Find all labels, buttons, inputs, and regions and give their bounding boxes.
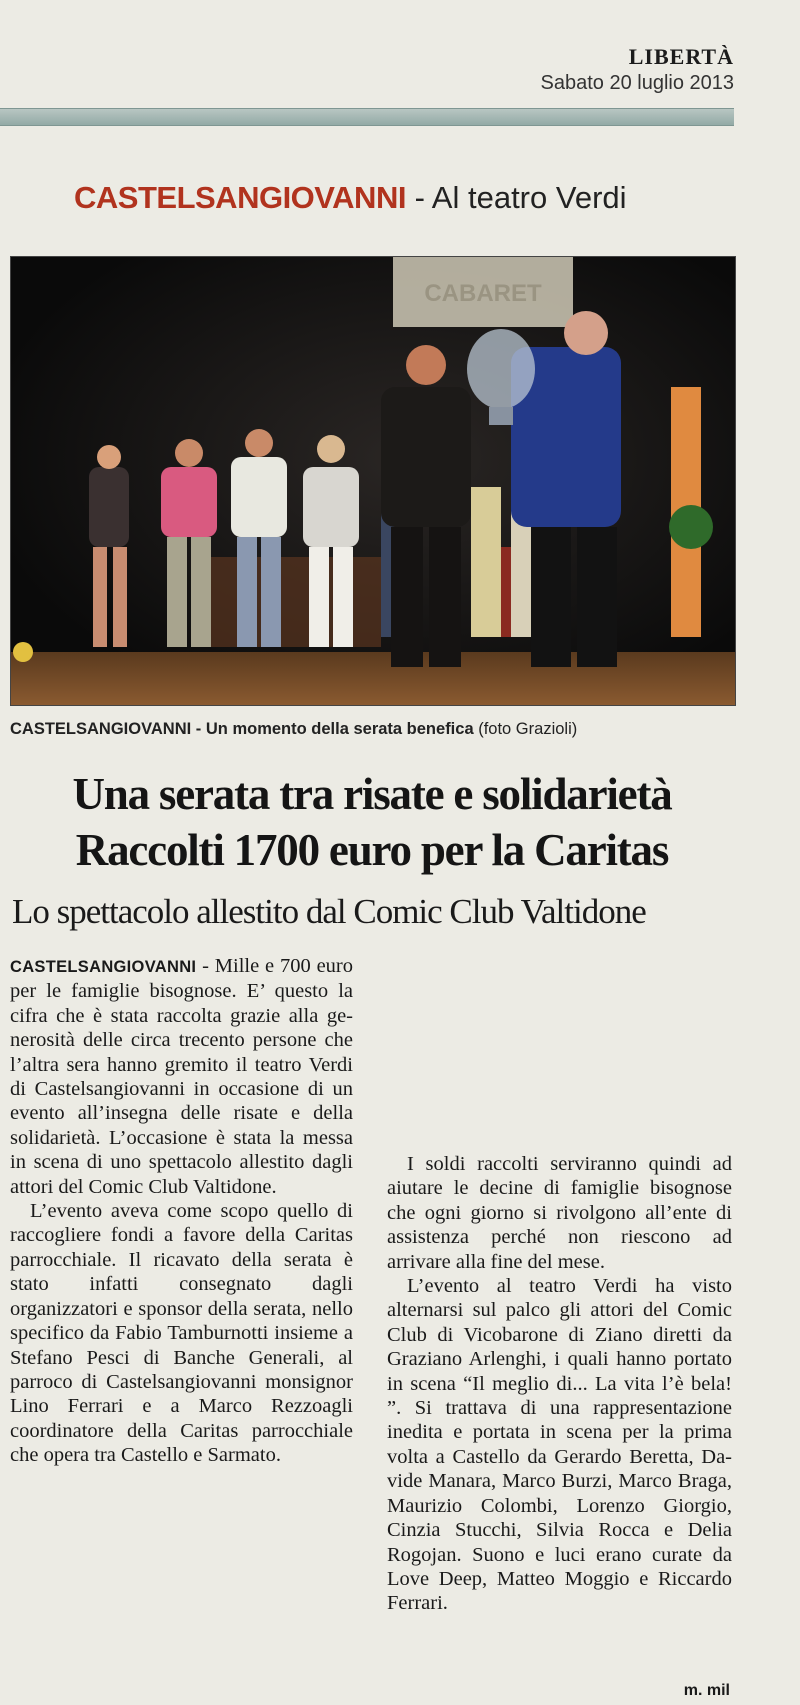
dateline-place: CASTELSANGIOVANNI [10, 958, 197, 976]
newspaper-name: LIBERTÀ [628, 44, 734, 69]
caption-separator: - [191, 720, 206, 738]
caption-credit: (foto Grazioli) [473, 720, 578, 738]
article-column-1 [10, 954, 353, 1468]
article-paragraph-3: I soldi raccolti serviranno quindi ad aiutare le decine di famiglie bisognose che ogni giorno si rivolgono all’ente di assistenza perché non riescono ad arrivare alla fine del mese. [387, 1153, 732, 1273]
caption-place: CASTELSANGIOVANNI [10, 720, 192, 738]
article-paragraph-4: L’evento al teatro Verdi ha visto alternarsi sul palco gli attori del Comic Club di Vicobarone di Ziano diretti da Graziano Arlenghi, i quali hanno portato in scena “Il meglio di... La vita l’è bela! ”. Si trattava di una rappresentazione inedita e portata in scena per la prima volta a Castello da Gerardo Beretta, Davide Manara, Marco Burzi, Marco Braga, Maurizio Colombi, Lorenzo Giorgio, Cinzia Stucchi, Silvia Rocca e Delia Rogojan. Suono e luci erano curate da Love Deep, Matteo Moggio e Riccardo Ferrari. [387, 1275, 732, 1615]
header-rule [0, 108, 734, 126]
caption-text: Un momento della serata benefica [205, 720, 474, 738]
headline [12, 766, 732, 878]
subheadline: Lo spettacolo allestito dal Comic Club Valtidone [12, 892, 646, 931]
paragraph-1-text: - Mille e 700 euro per le famiglie bisognose. E’ questo la cifra che è stata raccolta grazie alla generosità delle circa trecento persone che l’altra sera hanno gremito il teatro Verdi di Castelsangiovanni in occasione di un evento all’insegna delle risate e della solidarietà. L’occasione è stata la messa in scena di uno spettacolo allestito dagli attori del Comic Club Valtidone. [10, 955, 353, 1198]
article-column-2 [387, 1152, 732, 1616]
photo-caption [10, 720, 577, 739]
section-kicker [74, 180, 627, 216]
masthead [541, 44, 735, 95]
stage-banner-text: CABARET [424, 280, 542, 307]
issue-date: Sabato 20 luglio 2013 [540, 72, 734, 94]
kicker-subject: Al teatro Verdi [431, 180, 627, 215]
event-photo [10, 256, 736, 706]
kicker-place: CASTELSANGIOVANNI [74, 180, 406, 215]
headline-line-2: Raccolti 1700 euro per la Caritas [75, 825, 669, 875]
kicker-separator: - [405, 180, 432, 215]
article-paragraph-1 [10, 954, 353, 1199]
headline-line-1: Una serata tra risate e solidarietà [72, 769, 672, 819]
article-paragraph-2: L’evento aveva come scopo quello di raccogliere fondi a favore della Caritas parrocchiale. Il ricavato della serata è stato infatti consegnato dagli organizzatori e sponsor della serata, nello specifico da Fabio Tamburnotti insieme a Stefano Pesci di Banche Generali, al parroco di Castelsangiovanni monsignor Lino Ferrari e a Marco Rezzoagli coordinatore della Caritas parrocchiale che opera tra Castello e Sarmato. [10, 1200, 353, 1467]
author-signature: m. mil [683, 1682, 730, 1699]
